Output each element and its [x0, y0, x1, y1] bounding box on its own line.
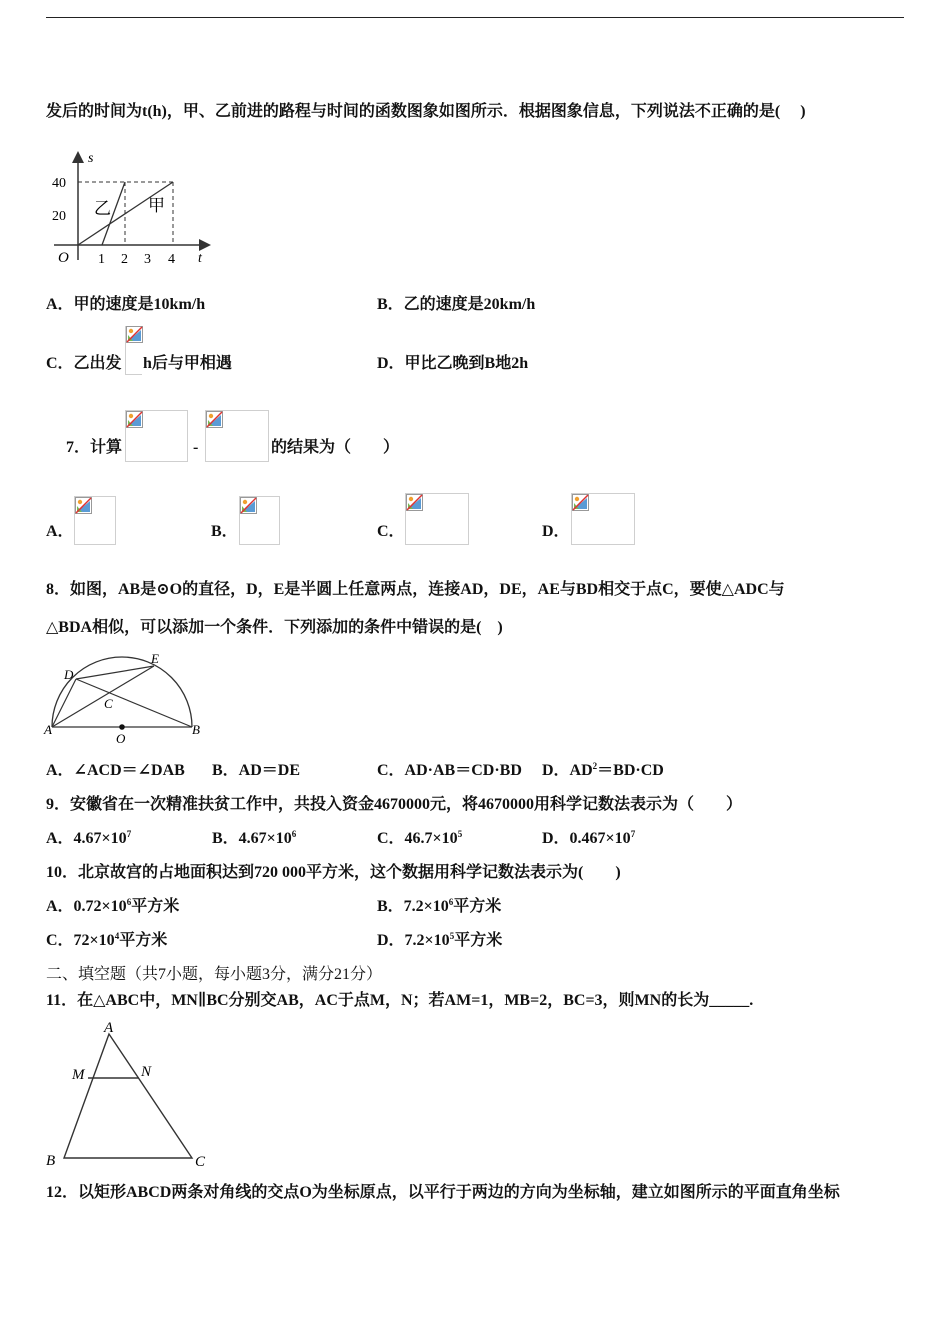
pt-a: A	[44, 722, 52, 737]
broken-image-icon	[572, 494, 589, 511]
q7-expr-2-image	[205, 410, 269, 462]
q10-option-a: A．$0.72\times 10^6$平方米	[46, 897, 180, 915]
pt-b: B	[46, 1153, 56, 1169]
q6-option-c-prefix: C．乙出发	[46, 355, 122, 372]
pt-m: M	[72, 1067, 85, 1083]
q7-option-b-image	[239, 496, 280, 545]
q11-triangle-figure	[42, 1018, 217, 1173]
q7-minus: -	[193, 439, 199, 456]
y-axis-label: s	[88, 151, 94, 166]
q8-option-d: D．$AD^2=BD\cdot CD$	[542, 761, 664, 779]
pt-n: N	[141, 1064, 152, 1080]
pt-e: E	[151, 651, 159, 666]
q8-stem-line2: △BDA相似，可以添加一个条件．下列添加的条件中错误的是( )	[46, 619, 503, 636]
x-tick-1: 1	[98, 252, 105, 267]
q7-option-a-label: A．	[46, 523, 74, 540]
q7-prefix: 7．计算	[66, 439, 123, 456]
origin-label: O	[58, 250, 69, 266]
q7-suffix: 的结果为（ ）	[271, 439, 400, 456]
pt-c: C	[104, 696, 113, 711]
q6-graph	[46, 150, 216, 268]
q7-expr-1-image	[125, 410, 188, 462]
x-axis-label: t	[198, 251, 202, 266]
q7-option-c-label: C．	[377, 523, 405, 540]
broken-image-icon	[126, 411, 143, 428]
segment-bd	[76, 679, 192, 727]
y-tick-20: 20	[52, 209, 66, 224]
pt-a: A	[104, 1020, 114, 1036]
q6-option-a: A．甲的速度是10km/h	[46, 296, 206, 313]
pt-b: B	[192, 722, 200, 737]
q6-option-b: B．乙的速度是20km/h	[377, 296, 536, 313]
broken-image-icon	[75, 497, 92, 514]
q10-option-b: B．$7.2\times 10^6$平方米	[377, 897, 502, 915]
center-dot	[119, 724, 125, 730]
q10-option-d: D．$7.2\times 10^5$平方米	[377, 931, 503, 949]
x-tick-4: 4	[168, 252, 175, 267]
q8-stem-line1: 8．如图，AB是⊙O的直径，D，E是半圆上任意两点，连接AD，DE，AE与BD相交于点C，要使△ADC与	[46, 581, 785, 598]
q9-stem: 9．安徽省在一次精准扶贫工作中，共投入资金4670000元，将4670000用科学记数法表示为（ ）	[46, 796, 743, 813]
q9-option-c: C．$46.7\times 10^5$	[377, 829, 463, 847]
q12-stem: 12．以矩形ABCD两条对角线的交点O为坐标原点，以平行于两边的方向为坐标轴，建立如图所示的平面直角坐标	[46, 1184, 840, 1201]
label-jia: 甲	[148, 196, 165, 215]
triangle-abc	[64, 1034, 192, 1158]
x-tick-2: 2	[121, 252, 128, 267]
q8-option-c: C．AD·AB＝CD·BD	[377, 762, 522, 779]
section-2-heading: 二、填空题（共7小题，每小题3分，满分21分）	[46, 966, 383, 983]
label-yi: 乙	[94, 199, 111, 218]
q10-option-c: C．$72\times 10^4$平方米	[46, 931, 168, 949]
q7-option-d-image	[571, 493, 635, 545]
pt-d: D	[64, 667, 74, 682]
q6-option-c-suffix: h后与甲相遇	[143, 355, 232, 372]
broken-image-icon	[206, 411, 223, 428]
q11-stem: 11．在△ABC中，MN∥BC分别交AB，AC于点M，N；若AM=1，MB=2，BC=3，则MN的长为_____.	[46, 992, 754, 1009]
header-rule	[46, 17, 904, 18]
y-tick-40: 40	[52, 176, 66, 191]
q9-option-d: D．$0.467\times 10^7$	[542, 829, 636, 847]
q7-option-c-image	[405, 493, 469, 545]
q7-option-b-label: B．	[211, 523, 238, 540]
q8-semicircle-figure	[42, 650, 207, 745]
q10-stem: 10．北京故宫的占地面积达到720 000平方米，这个数据用科学记数法表示为( )	[46, 864, 621, 881]
q7-option-a-image	[74, 496, 116, 545]
q6-option-d: D．甲比乙晚到B地2h	[377, 355, 529, 372]
x-tick-3: 3	[144, 252, 151, 267]
q9-option-b: B．$4.67\times 10^6$	[212, 829, 297, 847]
broken-image-icon	[406, 494, 423, 511]
pt-o: O	[116, 731, 126, 745]
q6-option-c-image	[125, 326, 142, 375]
q8-option-a: A．∠ACD＝∠DAB	[46, 762, 185, 779]
q8-option-b: B．AD＝DE	[212, 762, 301, 779]
q7-option-d-label: D．	[542, 523, 570, 540]
broken-image-icon	[240, 497, 257, 514]
broken-image-icon	[126, 326, 143, 343]
q6-stem: 发后的时间为t(h)，甲、乙前进的路程与时间的函数图象如图所示．根据图象信息，下列说法不正确的是( )	[46, 103, 806, 120]
pt-c: C	[195, 1154, 206, 1170]
q9-option-a: A．$4.67\times 10^7$	[46, 829, 132, 847]
